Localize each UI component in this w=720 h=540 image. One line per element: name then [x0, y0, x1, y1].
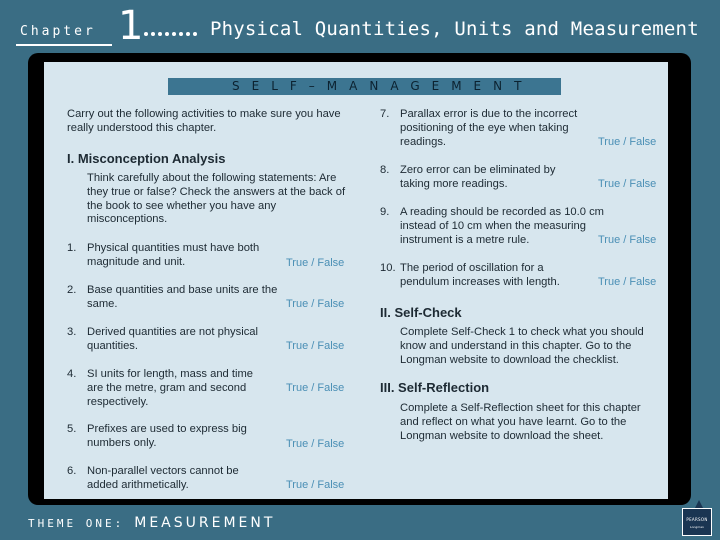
item-text: Derived quantities are not physical quantities.: [87, 326, 259, 352]
item-text: Zero error can be eliminated by taking more readings.: [400, 164, 556, 190]
true-false-option[interactable]: True / False: [286, 257, 345, 269]
logo-tab: [695, 500, 703, 508]
true-false-option[interactable]: True / False: [598, 276, 657, 288]
item-text: A reading should be recorded as 10.0 cm instead of 10 cm when the measuring instrument is a metre rule.: [400, 206, 604, 246]
item-number: 4.: [67, 368, 77, 380]
chapter-dots-divider: [144, 32, 197, 36]
item-number: 7.: [380, 108, 390, 120]
item-number: 9.: [380, 206, 390, 218]
item-text: Parallax error is due to the incorrect positioning of the eye when taking readings.: [400, 108, 578, 148]
true-false-option[interactable]: True / False: [286, 340, 345, 352]
true-false-option[interactable]: True / False: [598, 178, 657, 190]
true-false-option[interactable]: True / False: [286, 479, 345, 491]
item-text: The period of oscillation for a pendulum increases with length.: [400, 262, 560, 288]
true-false-option[interactable]: True / False: [286, 298, 345, 310]
logo-sub: Longman: [690, 525, 704, 529]
self-reflection-heading: III. Self-Reflection: [380, 380, 490, 395]
self-reflection-text: Complete a Self-Reflection sheet for this chapter and reflect on what you have learnt. Go to the Longman website to download the sheet.: [400, 402, 641, 442]
item-text: Prefixes are used to express big numbers only.: [87, 423, 247, 449]
true-false-option[interactable]: True / False: [598, 136, 657, 148]
pearson-logo: [682, 508, 712, 536]
item-number: 8.: [380, 164, 390, 176]
item-text: Base quantities and base units are the same.: [87, 284, 278, 310]
true-false-option[interactable]: True / False: [598, 234, 657, 246]
item-number: 6.: [67, 465, 77, 477]
item-text: Physical quantities must have both magnitude and unit.: [87, 242, 260, 268]
footer-theme: [28, 515, 275, 531]
page-title: Physical Quantities, Units and Measurement: [210, 18, 699, 40]
item-number: 3.: [67, 326, 77, 338]
theme-label: THEME ONE:: [28, 517, 125, 530]
misconception-instruction: Think carefully about the following statements: Are they true or false? Check the answers at the back of the book to see whether you have any misconceptions.: [87, 172, 346, 226]
section-banner: SELF–MANAGEMENT: [168, 78, 561, 95]
true-false-option[interactable]: True / False: [286, 382, 345, 394]
misconception-heading: I. Misconception Analysis: [67, 151, 226, 166]
chapter-underline: [16, 44, 112, 46]
intro-text: Carry out the following activities to make sure you have really understood this chapter.: [67, 108, 341, 134]
chapter-number: 1: [118, 3, 144, 49]
self-check-text: Complete Self-Check 1 to check what you should know and understand in this chapter. Go to the Longman website to download the checklist.: [400, 326, 644, 366]
theme-subject: MEASUREMENT: [134, 515, 276, 531]
item-number: 10.: [380, 262, 396, 274]
logo-brand: PEARSON: [686, 517, 708, 522]
item-number: 1.: [67, 242, 77, 254]
chapter-label: Chapter: [20, 24, 96, 39]
item-text: Non-parallel vectors cannot be added arithmetically.: [87, 465, 239, 491]
self-check-heading: II. Self-Check: [380, 305, 462, 320]
true-false-option[interactable]: True / False: [286, 438, 345, 450]
item-number: 5.: [67, 423, 77, 435]
item-text: SI units for length, mass and time are the metre, gram and second respectively.: [87, 368, 254, 408]
item-number: 2.: [67, 284, 77, 296]
